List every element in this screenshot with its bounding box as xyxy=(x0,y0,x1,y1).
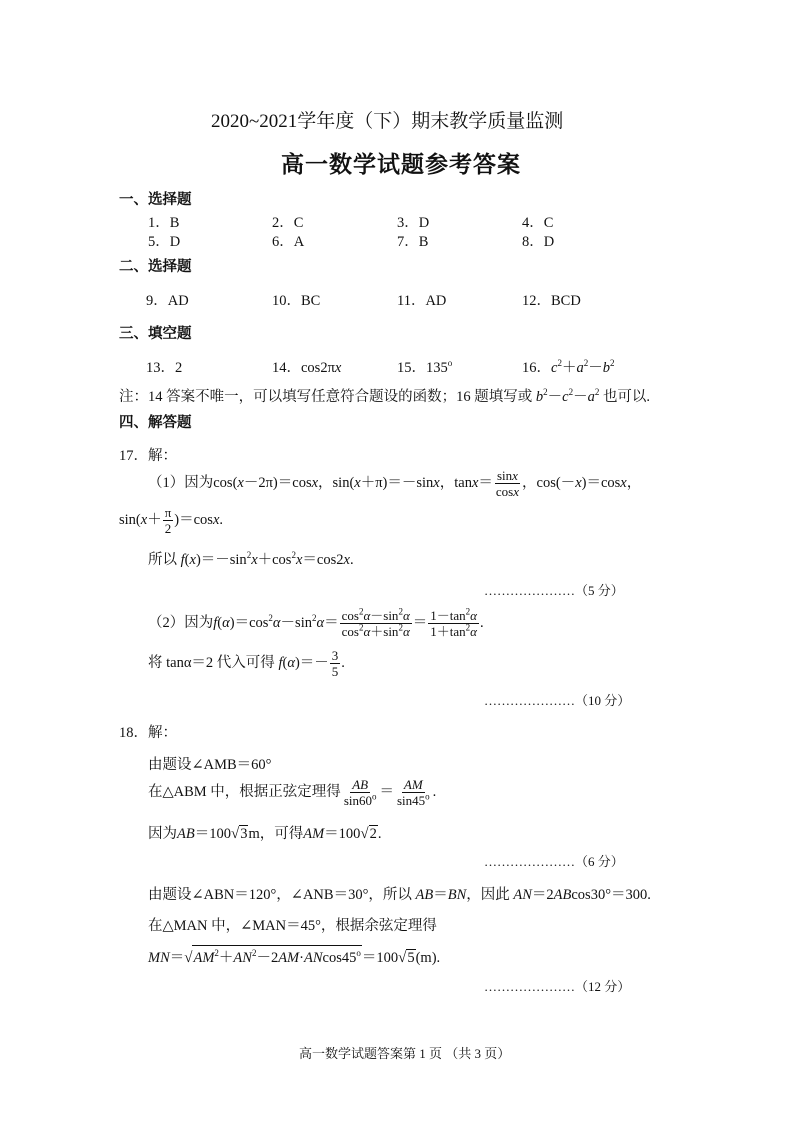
answer-3: 3．D xyxy=(397,215,430,231)
p17-line-3: 所以 $f(x)=-\sin^2x+\cos^2x=\cos 2x$. xyxy=(148,550,354,568)
problem-18-heading: 18．解： xyxy=(119,725,177,741)
p17-line-1: （1）因为cos(x－2π)＝cosx，sin(x＋π)＝－sinx，tanx＝ $\frac{\sin x}{\cos x}$ ，cos(－x)＝cosx， xyxy=(148,468,642,499)
p17-line-2: sin(x＋ $\frac{\pi}{2}$ )＝cosx. xyxy=(119,505,223,536)
answer-4: 4．C xyxy=(522,215,554,231)
p17-score-1: …………………（5 分） xyxy=(484,583,624,598)
page-title: 高一数学试题参考答案 xyxy=(281,152,521,177)
answer-15: 15．135$^o$ xyxy=(397,358,453,376)
exam-header: 2020~2021学年度（下）期末教学质量监测 xyxy=(211,111,564,132)
page-footer: 高一数学试题答案第 1 页 （共 3 页） xyxy=(299,1046,511,1061)
p17-line-4: （2）因为$f(\alpha)=\cos^2\alpha-\sin^2\alpha=$ $\frac{\cos^2\alpha-\sin^2\alpha}{\cos^2\alpha+\sin^2\alpha}$ ＝ $\frac{1-\tan^2\alpha}{1+\tan^2\alpha}$ . xyxy=(148,606,484,639)
answer-14: 14．cos2πx xyxy=(272,360,342,376)
p17-l4-prefix: （2）因为 xyxy=(148,614,214,631)
section-heading-3: 三、填空题 xyxy=(119,326,192,342)
section-heading-1: 一、选择题 xyxy=(119,192,192,208)
p17-l5-prefix: 将 tanα＝2 代入可得 xyxy=(148,654,275,671)
p17-l1-prefix: （1）因为 xyxy=(148,474,214,491)
p17-line-5: 将 tanα＝2 代入可得 f(α)＝－ $\frac{3}{5}$ . xyxy=(148,648,345,679)
p18-score-1: …………………（6 分） xyxy=(484,854,624,869)
answer-11: 11．AD xyxy=(397,293,447,309)
answer-1: 1．B xyxy=(148,215,180,231)
p18-l3-prefix: 因为 xyxy=(148,826,177,842)
note-suffix: 也可以. xyxy=(602,389,651,405)
note-line: 注：14 答案不唯一，可以填写任意符合题设的函数；16 题填写或 $b^2-c^2-a^2$ 也可以. xyxy=(119,387,651,405)
section-heading-2: 二、选择题 xyxy=(119,259,192,275)
answer-12: 12．BCD xyxy=(522,293,581,309)
answer-10: 10．BC xyxy=(272,293,321,309)
p18-l4-b: ，因此 xyxy=(466,887,510,903)
p18-line-6: $MN=√AM^2+AN^2-2AM\cdot ANcos45^o=100√5(m)$. xyxy=(148,945,440,967)
p18-line-1: 由题设∠AMB＝60° xyxy=(148,757,272,773)
p18-l4-a: 由题设∠ABN＝120°，∠ANB＝30°，所以 xyxy=(148,887,412,903)
p18-l3-mid: ，可得 xyxy=(259,826,304,842)
p18-line-5: 在△MAN 中，∠MAN＝45°，根据余弦定理得 xyxy=(148,918,437,934)
p18-score-2: …………………（12 分） xyxy=(484,979,631,994)
answer-8: 8．D xyxy=(522,234,555,250)
answer-6: 6．A xyxy=(272,234,305,250)
note-prefix: 注：14 答案不唯一，可以填写任意符合题设的函数；16 题填写或 xyxy=(119,389,533,405)
p18-line-3: 因为AB＝100√3m，可得AM＝100√2. xyxy=(148,826,382,842)
answer-16: 16．$c^2+a^2-b^2$ xyxy=(522,358,615,376)
p18-line-4: 由题设∠ABN＝120°，∠ANB＝30°，所以 AB＝BN，因此 AN＝2ABcos30°＝300. xyxy=(148,887,651,903)
p18-line-2: 在△ABM 中，根据正弦定理得 $\frac{AB}{\sin 60^o}$ ＝ $\frac{AM}{\sin 45^o}$ . xyxy=(148,777,437,808)
p18-l2-prefix: 在△ABM 中，根据正弦定理得 xyxy=(148,783,341,800)
answer-13: 13．2 xyxy=(146,360,183,376)
p17-score-2: …………………（10 分） xyxy=(484,693,631,708)
section-heading-4: 四、解答题 xyxy=(119,415,192,431)
answer-7: 7．B xyxy=(397,234,429,250)
answer-9: 9．AD xyxy=(146,293,189,309)
answer-2: 2．C xyxy=(272,215,304,231)
answer-5: 5．D xyxy=(148,234,181,250)
problem-17-heading: 17．解： xyxy=(119,448,177,464)
p17-l3-prefix: 所以 xyxy=(148,552,177,568)
